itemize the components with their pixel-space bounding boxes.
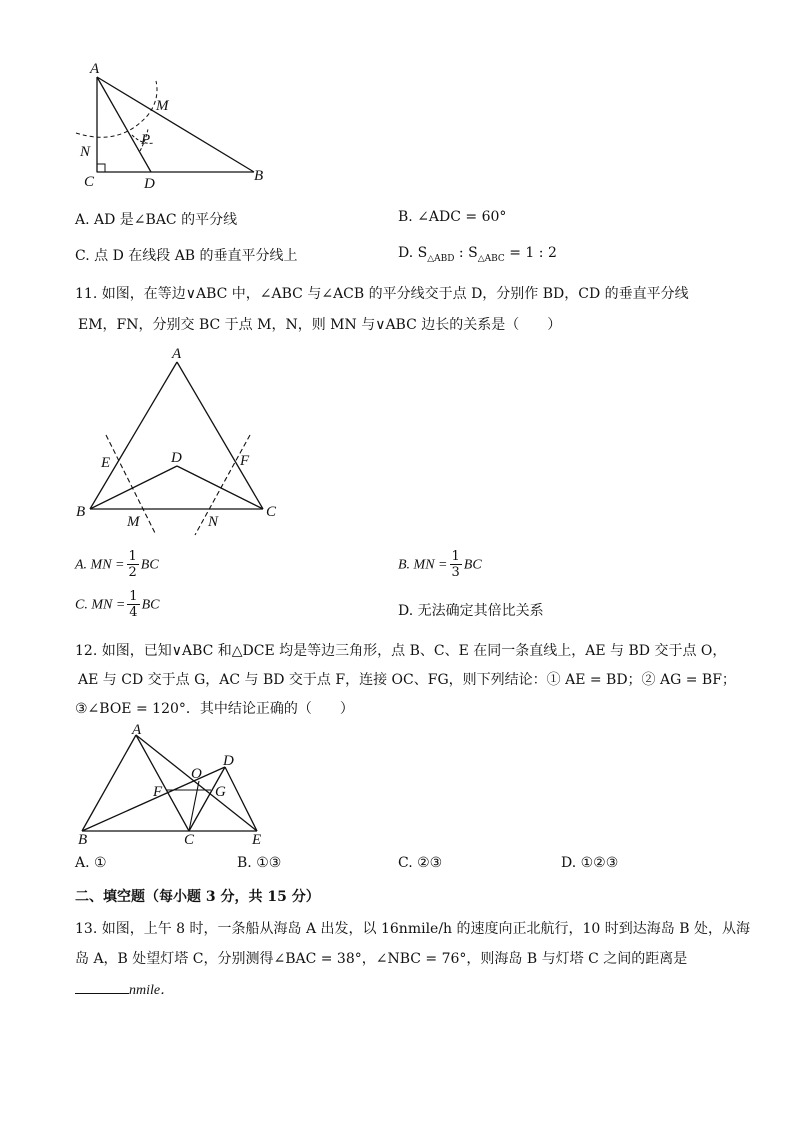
q11-figure	[70, 340, 300, 545]
q11-label-e: E	[101, 455, 111, 471]
q10-option-a: A. AD 是∠BAC 的平分线	[75, 212, 238, 228]
q11-option-d: D. 无法确定其倍比关系	[398, 603, 544, 619]
q13-answer-blank[interactable]	[75, 981, 129, 994]
q12-label-b: B	[78, 832, 88, 848]
q12-option-a: A. ①	[75, 855, 107, 871]
q12-label-f: F	[153, 784, 163, 800]
q12-option-b: B. ①③	[237, 855, 282, 871]
q10-label-p: P	[141, 132, 151, 148]
q10-segment-ad	[97, 77, 151, 172]
q10-label-a: A	[90, 61, 100, 77]
q11-label-n: N	[208, 514, 219, 530]
q10-option-c: C. 点 D 在线段 AB 的垂直平分线上	[75, 248, 298, 264]
q10-right-angle-mark	[97, 164, 105, 172]
q11-perp-bisector-fn	[195, 435, 250, 535]
q12-label-g: G	[215, 784, 226, 800]
q12-label-c: C	[184, 832, 195, 848]
q11-label-b: B	[76, 504, 86, 520]
q11-option-a: A. MN = $\frac{1}{2}$ BC	[75, 549, 159, 580]
q13-stem-line2: 岛 A，B 处望灯塔 C，分别测得∠BAC = 38°，∠NBC = 76°，则海岛 B 与灯塔 C 之间的距离是	[75, 951, 688, 967]
q12-label-e: E	[252, 832, 262, 848]
q11-label-c: C	[266, 504, 277, 520]
q12-segment-ac	[136, 735, 189, 831]
q12-label-d: D	[223, 753, 234, 769]
q11-option-c: C. MN = $\frac{1}{4}$ BC	[75, 589, 160, 620]
q12-option-d: D. ①②③	[561, 855, 619, 871]
q12-segment-de	[225, 767, 257, 831]
q12-figure	[70, 720, 280, 850]
q11-label-d: D	[171, 450, 182, 466]
q10-label-b: B	[254, 168, 264, 184]
q12-stem-line2: AE 与 CD 交于点 G，AC 与 BD 交于点 F，连接 OC、FG，则下列结论：① AE = BD；② AG = BF；	[78, 672, 736, 688]
q12-segment-oc	[189, 781, 199, 831]
q10-label-d: D	[144, 176, 155, 192]
q12-segment-ab	[82, 735, 136, 831]
q13-answer-line	[75, 979, 174, 999]
q12-label-o: O	[191, 766, 202, 782]
section-heading: 二、填空题（每小题 3 分，共 15 分）	[75, 889, 320, 905]
q12-option-c: C. ②③	[398, 855, 443, 871]
q12-stem-line3: ③∠BOE = 120°．其中结论正确的（ ）	[75, 701, 354, 717]
q11-stem-line2: EM，FN，分别交 BC 于点 M，N，则 MN 与∨ABC 边长的关系是（ ）	[78, 317, 562, 333]
q10-option-d: D. $S_{\triangle ABD}$ : $S_{\triangle ABC} = 1$ : 2	[398, 245, 557, 264]
q12-stem-line1: 12. 如图，已知∨ABC 和△DCE 均是等边三角形，点 B、C、E 在同一条直线上，AE 与 BD 交于点 O，	[75, 643, 727, 659]
q13-unit: nmile．	[129, 983, 175, 998]
q11-stem-line1: 11. 如图，在等边∨ABC 中，∠ABC 与∠ACB 的平分线交于点 D，分别作 BD，CD 的垂直平分线	[75, 286, 689, 302]
q11-label-m: M	[127, 514, 140, 530]
q10-segment-ab	[97, 77, 254, 172]
q12-label-a: A	[132, 722, 142, 738]
q11-label-f: F	[240, 453, 250, 469]
q10-label-m: M	[156, 98, 169, 114]
q10-label-c: C	[84, 174, 95, 190]
q10-figure	[60, 55, 290, 195]
q13-stem-line1: 13. 如图，上午 8 时，一条船从海岛 A 出发，以 16nmile/h 的速度向正北航行，10 时到达海岛 B 处，从海	[75, 921, 750, 937]
q11-option-b: B. MN = $\frac{1}{3}$ BC	[398, 549, 482, 580]
q10-label-n: N	[80, 144, 91, 160]
q10-option-b: B. ∠ADC = 60°	[398, 209, 507, 225]
q11-label-a: A	[172, 346, 182, 362]
